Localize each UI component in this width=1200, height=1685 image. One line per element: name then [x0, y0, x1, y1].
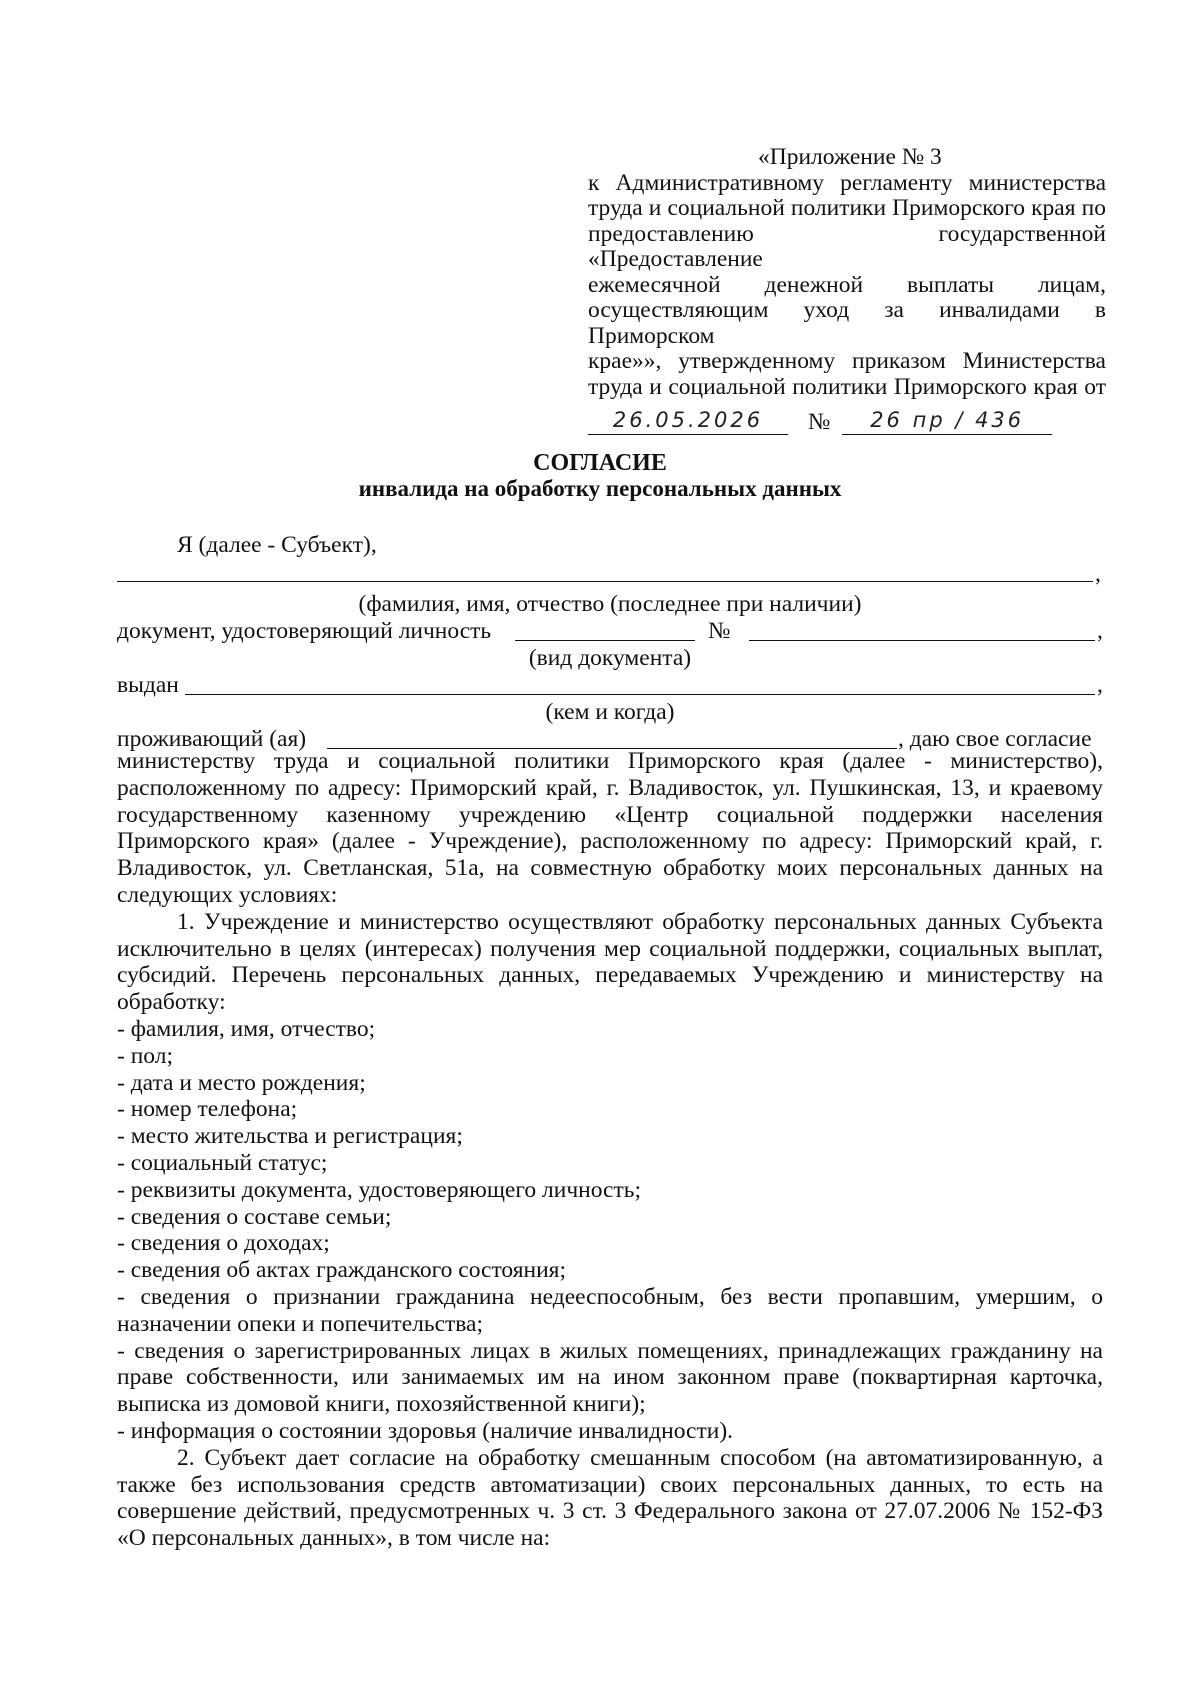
document-caption: (вид документа) — [528, 645, 692, 671]
list-item: - сведения о составе семьи; — [117, 1203, 392, 1230]
document-type-input-line[interactable] — [515, 640, 695, 641]
appendix-line: ежемесячной денежной выплаты лицам, — [588, 271, 1106, 298]
list-item-long: - сведения о зарегистрированных лицах в жилых помещениях, принадлежащих гражданину на праве собственности, или занимаемых им на ином законном праве (поквартирная карточка, выписка из домовой книги, похозяйственной книги); — [117, 1337, 1103, 1418]
list-item: - информация о состоянии здоровья (наличие инвалидности). — [117, 1417, 734, 1444]
appendix-title: «Приложение № 3 — [758, 144, 942, 170]
form-section — [117, 532, 1103, 753]
list-item: - социальный статус; — [117, 1149, 328, 1176]
appendix-line: к Административному регламенту министерства — [588, 169, 1106, 196]
consent-text — [117, 748, 1103, 1552]
order-number-field — [842, 408, 1052, 435]
intro-row — [117, 532, 1103, 559]
issued-input-line[interactable] — [185, 694, 1095, 695]
appendix-line: осуществляющим уход за инвалидами в Приморском — [588, 297, 1106, 349]
list-item: - реквизиты документа, удостоверяющего личность; — [117, 1176, 641, 1203]
document-label: документ, удостоверяющий личность — [117, 618, 492, 644]
comma: , — [1097, 672, 1103, 698]
fio-input-line[interactable] — [117, 581, 1093, 582]
order-number-handwritten: 26 пр / 436 — [870, 408, 1025, 432]
order-date-handwritten: 26.05.2026 — [612, 408, 764, 432]
fio-row — [117, 559, 1103, 591]
appendix-line: предоставлению государственной «Предоставление — [588, 220, 1106, 272]
appendix-line: крае»», утвержденному приказом Министерства — [588, 348, 1106, 374]
issued-row — [117, 672, 1103, 699]
order-date-number — [588, 408, 1106, 438]
list-item: - дата и место рождения; — [117, 1069, 366, 1096]
order-date-field — [588, 408, 788, 435]
intro-text: Я (далее - Субъект), — [177, 532, 377, 558]
consent-tail: , даю свое согласие — [898, 726, 1092, 752]
comma: , — [1095, 561, 1101, 587]
document-subtitle: инвалида на обработку персональных данных — [358, 476, 842, 501]
appendix-line: труда и социальной политики Приморского края по — [588, 195, 1106, 221]
comma: , — [1097, 618, 1103, 644]
fio-caption: (фамилия, имя, отчество (последнее при наличии) — [358, 591, 862, 617]
list-item-long: - сведения о признании гражданина недееспособным, без вести пропавшим, умершим, о назначении опеки и попечительства; — [117, 1283, 1103, 1337]
list-item: - место жительства и регистрация; — [117, 1123, 463, 1150]
order-number-label: № — [807, 408, 831, 435]
residing-label: проживающий (ая) — [117, 726, 307, 752]
list-item: - номер телефона; — [117, 1096, 298, 1123]
list-item: - сведения о доходах; — [117, 1230, 330, 1257]
list-item: - сведения об актах гражданского состояния; — [117, 1257, 567, 1284]
document-number-label: № — [708, 618, 731, 644]
paragraph-main: министерству труда и социальной политики Приморского края (далее - министерство), расположенному по адресу: Приморский край, г. Владивосток, ул. Пушкинская, 13, и краевому государственному казенному учреждению «Центр социальной поддержки населения Приморского края» (далее - Учреждение), расположенному по адресу: Приморский край, г. Владивосток, ул. Светланская, 51а, на совместную обработку моих персональных данных на следующих условиях: — [117, 748, 1103, 908]
document-row — [117, 618, 1103, 645]
document-title: СОГЛАСИЕ — [533, 450, 667, 476]
issued-label: выдан — [117, 672, 179, 698]
appendix-line: труда и социальной политики Приморского края от — [588, 373, 1106, 400]
list-item: - фамилия, имя, отчество; — [117, 1015, 376, 1042]
issued-caption: (кем и когда) — [545, 699, 675, 725]
clause-1: 1. Учреждение и министерство осуществляют обработку персональных данных Субъекта исключительно в целях (интересах) получения мер социальной поддержки, социальных выплат, субсидий. Перечень персональных данных, передаваемых Учреждению и министерству на обработку: — [117, 908, 1103, 1016]
document-number-input-line[interactable] — [749, 640, 1095, 641]
clause-2: 2. Субъект дает согласие на обработку смешанным способом (на автоматизированную, а также без использования средств автоматизации) своих персональных данных, то есть на совершение действий, предусмотренных ч. 3 ст. 3 Федерального закона от 27.07.2006 № 152-ФЗ «О персональных данных», в том числе на: — [117, 1444, 1103, 1552]
list-item: - пол; — [117, 1042, 173, 1069]
appendix-note — [588, 145, 1106, 438]
